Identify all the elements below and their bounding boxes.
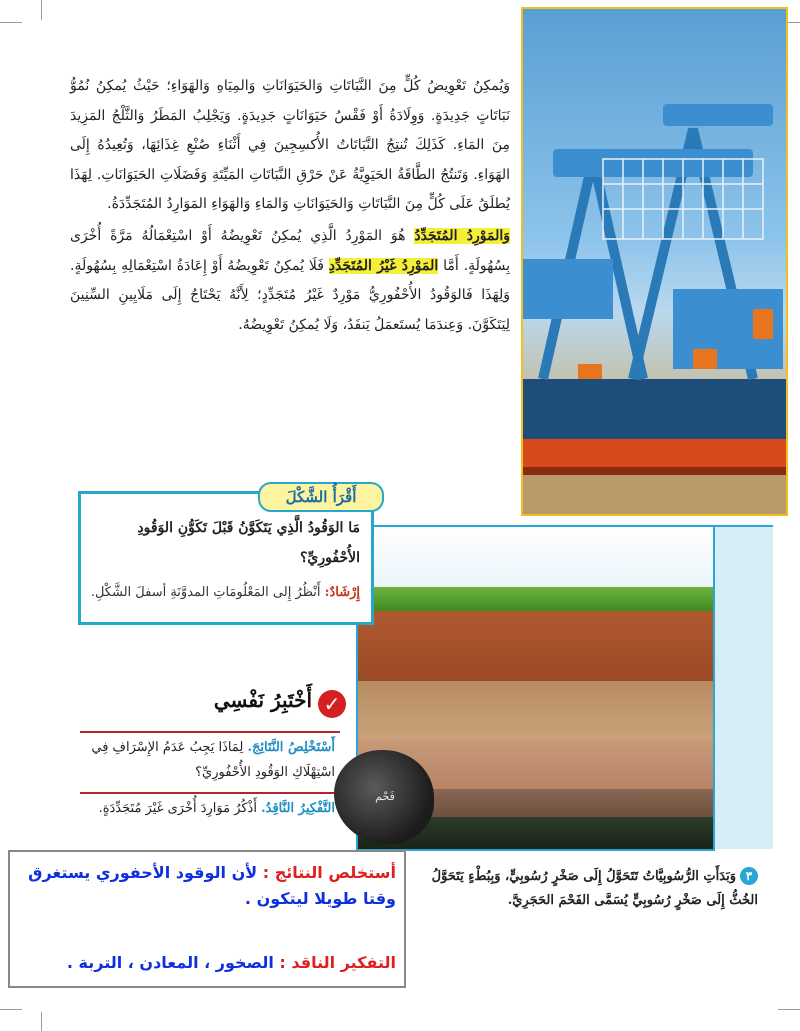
answer-2-label: التفكير الناقد :	[279, 953, 396, 972]
paragraph2-part-b: فَلَا يُمكِنُ تَعْوِيضُهُ أَوْ إِعَادَةُ اسْتِعْمَالِهِ بِسُهُولَةٍ. وَلِهَذَا فَالوَقُودُ الأُحْفُورِيُّ مَوْرِدٌ غَيْرُ مُتَجَدِّدٍ؛ لِأَنَّهُ يَحْتَاجُ إِلَى مَلَايِينِ السِّنِينَ لِيَتَكَوَّنَ. وَعِندَمَا يُستَعمَلُ يَنفَدُ، وَلَا يُمكِنُ تَعْوِيضُهُ.	[70, 257, 510, 333]
caption-text: وَبَدَأَتِ الرُّسُوبِيَّاتُ تَتَحَوَّلُ إِلَى صَخْرٍ رُسُوبِيٍّ، وَبِبُطْءٍ يَتَحَوَّلُ الخُثُّ إِلَى صَخْرٍ رُسُوبِيٍّ يُسَمَّى الفَحْمَ الحَجَرِيَّ.	[431, 869, 758, 908]
crop-mark	[778, 1009, 800, 1010]
clay-layer	[358, 681, 713, 739]
oil-pump-photo	[521, 7, 788, 516]
hint-text: أَنْظُرُ إِلى المَعْلُومَاتِ المدوَّنَةِ أسفلَ الشَّكْلِ.	[90, 585, 325, 600]
main-paragraphs	[70, 72, 510, 340]
self-test-question-2	[80, 796, 335, 821]
crop-mark	[0, 1009, 22, 1010]
term-renewable-resource: وَالمَوْرِدُ المُتَجَدِّدُ	[414, 227, 510, 244]
grass-layer	[358, 587, 713, 611]
hint-label: إِرْشَادٌ:	[324, 585, 360, 600]
q2-text: أَذْكُرُ مَوَارِدَ أُخْرَى غَيْرَ مُتَجَدِّدَةٍ.	[98, 801, 262, 816]
self-test-question-1	[80, 735, 335, 785]
coal-label: فَحْم	[375, 790, 395, 803]
paragraph2-part-a: هُوَ المَوْرِدُ الَّذِي يُمكِنُ تَعْوِيضُهُ أَوْ اسْتِعْمَالُهُ مَرَّةً أُخْرَى بِسُهُولَةٍ. أَمَّا	[70, 227, 510, 274]
answer-1	[18, 860, 396, 912]
topsoil-layer	[358, 611, 713, 681]
self-test-divider	[80, 731, 340, 733]
crop-mark	[0, 22, 22, 23]
figure-caption	[428, 865, 758, 913]
answer-1-label: أستخلص النتائج :	[262, 863, 396, 882]
caption-number: ٣	[740, 867, 758, 885]
paragraph-renewable-definition	[70, 222, 510, 340]
sky-layer	[358, 527, 713, 589]
q1-text: لِمَاذَا يَجِبُ عَدَمُ الإِسْرَافِ فِي اسْتِهْلَاكِ الوَقُودِ الأُحْفُورِيِّ؟	[91, 740, 335, 780]
read-figure-tab: أَقْرَأُ الشَّكْلَ	[258, 482, 384, 512]
crop-mark	[41, 1012, 42, 1031]
crop-mark	[41, 0, 42, 20]
q1-label: أَسْتَخْلِصُ النَّتَائِجَ.	[247, 740, 335, 755]
answer-1-text: لأن الوقود الأحفوري يستغرق وقتا طويلا ليتكون .	[28, 863, 396, 908]
self-test-title: أَخْتَبِرُ نَفْسِي	[213, 688, 312, 712]
oil-pump-illustration	[523, 9, 786, 514]
q2-label: التَّفْكِيرُ النَّاقِدُ.	[261, 801, 335, 816]
term-nonrenewable-resource: المَوْرِدُ غَيْرُ المُتَجَدِّدِ	[328, 257, 439, 274]
soil-panel-side	[711, 525, 773, 849]
self-test-divider	[80, 792, 340, 794]
paragraph-renewable-examples: وَيُمكِنُ تَعْوِيضُ كُلٍّ مِنَ النَّبَاتَاتِ وَالحَيَوَانَاتِ وَالمِيَاهِ وَالهَوَاءِ؛ حَيْثُ يُمكِنُ نُمُوُّ نَبَاتَاتٍ جَدِيدَةٍ. وَوِلَادَةُ أَوْ فَقْسُ حَيَوَانَاتٍ جَدِيدَةٍ. وَيَجْلِبُ المَطَرُ وَالثَّلْجُ المَزِيدَ مِنَ المَاءِ. كَذَلِكَ تُنتِجُ النَّبَاتَاتُ الأُكسِجِينَ فِي أَثْنَاءِ صُنْعِ غِذَائِهَا، وَتُعِيدُهُ إِلَى الهَوَاءِ. وَتَنتُجُ الطَّاقَةُ الحَيَوِيَّةُ عَنْ حَرْقِ النَّبَاتَاتِ المَيِّتَةِ وَفَضَلَاتِ الحَيَوَانَاتِ. لِهَذَا يُطلَقُ عَلَى كُلٍّ مِنَ النَّبَاتَاتِ وَالحَيَوَانَاتِ وَالمَاءِ وَالهَوَاءِ المَوَارِدُ المُتَجَدِّدَةُ.	[70, 78, 510, 213]
checkmark-icon: ✓	[318, 690, 346, 718]
answer-box[interactable]	[8, 850, 406, 988]
answer-2	[18, 950, 396, 976]
answer-2-text: الصخور ، المعادن ، التربة .	[66, 953, 280, 972]
read-figure-hint	[90, 585, 360, 600]
read-figure-question: مَا الوَقُودُ الَّذِي يَتَكَوَّنُ قَبْلَ تَكَوُّنِ الوَقُودِ الأُحْفُورِيِّ؟	[137, 520, 360, 566]
